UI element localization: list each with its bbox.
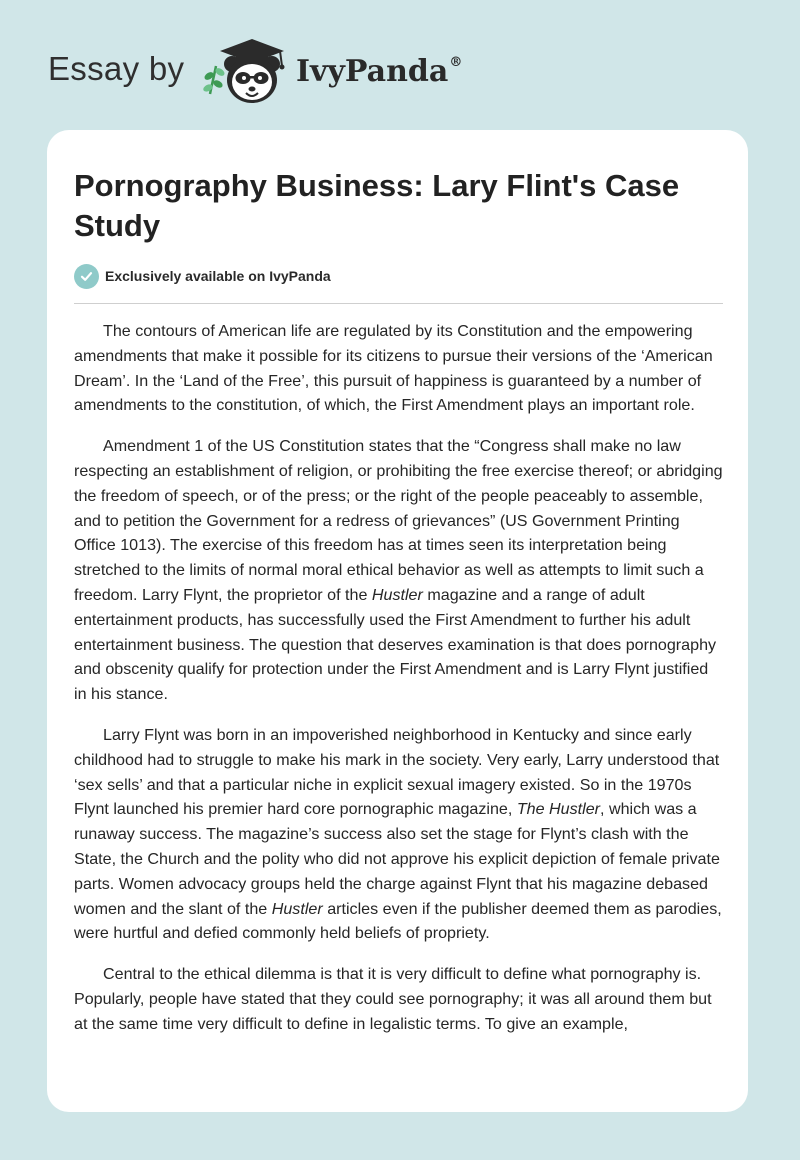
- paragraph: Central to the ethical dilemma is that it is very difficult to define what pornography is. Popularly, people have stated that they could see pornography; it was all around them but at the same time very difficult to define in legalistic terms. To give an example,: [74, 965, 712, 1033]
- essay-body: [74, 319, 725, 1053]
- essay-card: [47, 130, 748, 1112]
- page-title: Pornography Business: Lary Flint's Case Study: [74, 168, 680, 243]
- registered-mark: ®: [449, 55, 463, 70]
- paragraph: The contours of American life are regulated by its Constitution and the empowering amendments that make it possible for its citizens to pursue their versions of the ‘American Dream’. In the ‘Land of the Free’, this pursuit of happiness is guaranteed by a number of amendments to the constitution, of which, the First Amendment plays an important role.: [74, 322, 713, 415]
- exclusive-badge: [74, 263, 331, 289]
- panda-graduate-icon[interactable]: [200, 36, 296, 108]
- paragraph: Amendment 1 of the US Constitution states that the “Congress shall make no law respecting an establishment of religion, or prohibiting the free exercise thereof; or abridging the freedom of speech, or of the press; or the right of the people peaceably to assemble, and to petition the Government for a redress of grievances” (US Government Printing Office 1013). The exercise of this freedom has at times seen its interpretation being stretched to the limits of normal moral ethical behavior as well as attempts to limit such a freedom. Larry Flynt, the proprietor of the Hustler magazine and a range of adult entertainment products, has successfully used the First Amendment to further his adult entertainment business. The question that deserves examination is that does pornography and obscenity qualify for protection under the First Amendment and is Larry Flynt justified in his stance.: [74, 437, 723, 704]
- badge-text: Exclusively available on IvyPanda: [105, 268, 331, 284]
- brand-name[interactable]: IvyPanda®: [296, 54, 463, 89]
- essay-by-label: Essay by: [48, 50, 185, 87]
- site-header: [0, 0, 800, 130]
- paragraph: Larry Flynt was born in an impoverished neighborhood in Kentucky and since early childhood had to struggle to make his mark in the society. Very early, Larry understood that ‘sex sells’ and that a particular niche in explicit sexual imagery existed. So in the 1970s Flynt launched his premier hard core pornographic magazine, The Hustler, which was a runaway success. The magazine’s success also set the stage for Flynt’s clash with the State, the Church and the polity who did not approve his explicit depiction of female private parts. Women advocacy groups held the charge against Flynt that his magazine debased women and the slant of the Hustler articles even if the publisher deemed them as parodies, were hurtful and defied commonly held beliefs of propriety.: [74, 725, 722, 943]
- check-icon: [74, 264, 99, 289]
- divider: [74, 303, 723, 304]
